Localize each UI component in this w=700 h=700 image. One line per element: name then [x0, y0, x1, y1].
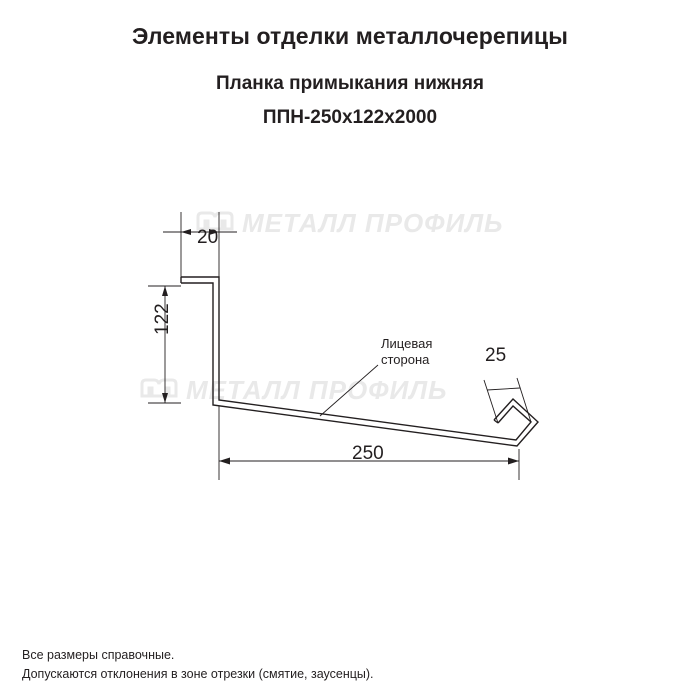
title-block — [0, 22, 700, 130]
watermark-text: МЕТАЛЛ ПРОФИЛЬ — [186, 375, 448, 405]
watermark-text: МЕТАЛЛ ПРОФИЛЬ — [242, 208, 504, 238]
annotation-leader — [320, 365, 378, 416]
page-title: Элементы отделки металлочерепицы — [131, 23, 568, 49]
dimension-label-250: 250 — [352, 443, 384, 464]
annotation-face-side — [381, 336, 432, 368]
annotation-line-1: Лицевая — [381, 336, 433, 351]
dimension-label-25: 25 — [485, 345, 507, 366]
annotation-line-2: сторона — [381, 352, 430, 367]
drawing-svg — [0, 150, 700, 530]
dimension-label-122: 122 — [152, 303, 173, 335]
footer-line-1: Все размеры справочные. — [22, 648, 175, 662]
technical-drawing — [0, 150, 700, 530]
product-name: Планка примыкания нижняя — [215, 73, 485, 94]
footer-line-2: Допускаются отклонения в зоне отрезки (смятие, заусенцы). — [22, 667, 374, 681]
dimension-label-20: 20 — [197, 227, 219, 248]
product-code: ППН-250х122х2000 — [262, 107, 438, 128]
footer-notes — [22, 646, 374, 684]
